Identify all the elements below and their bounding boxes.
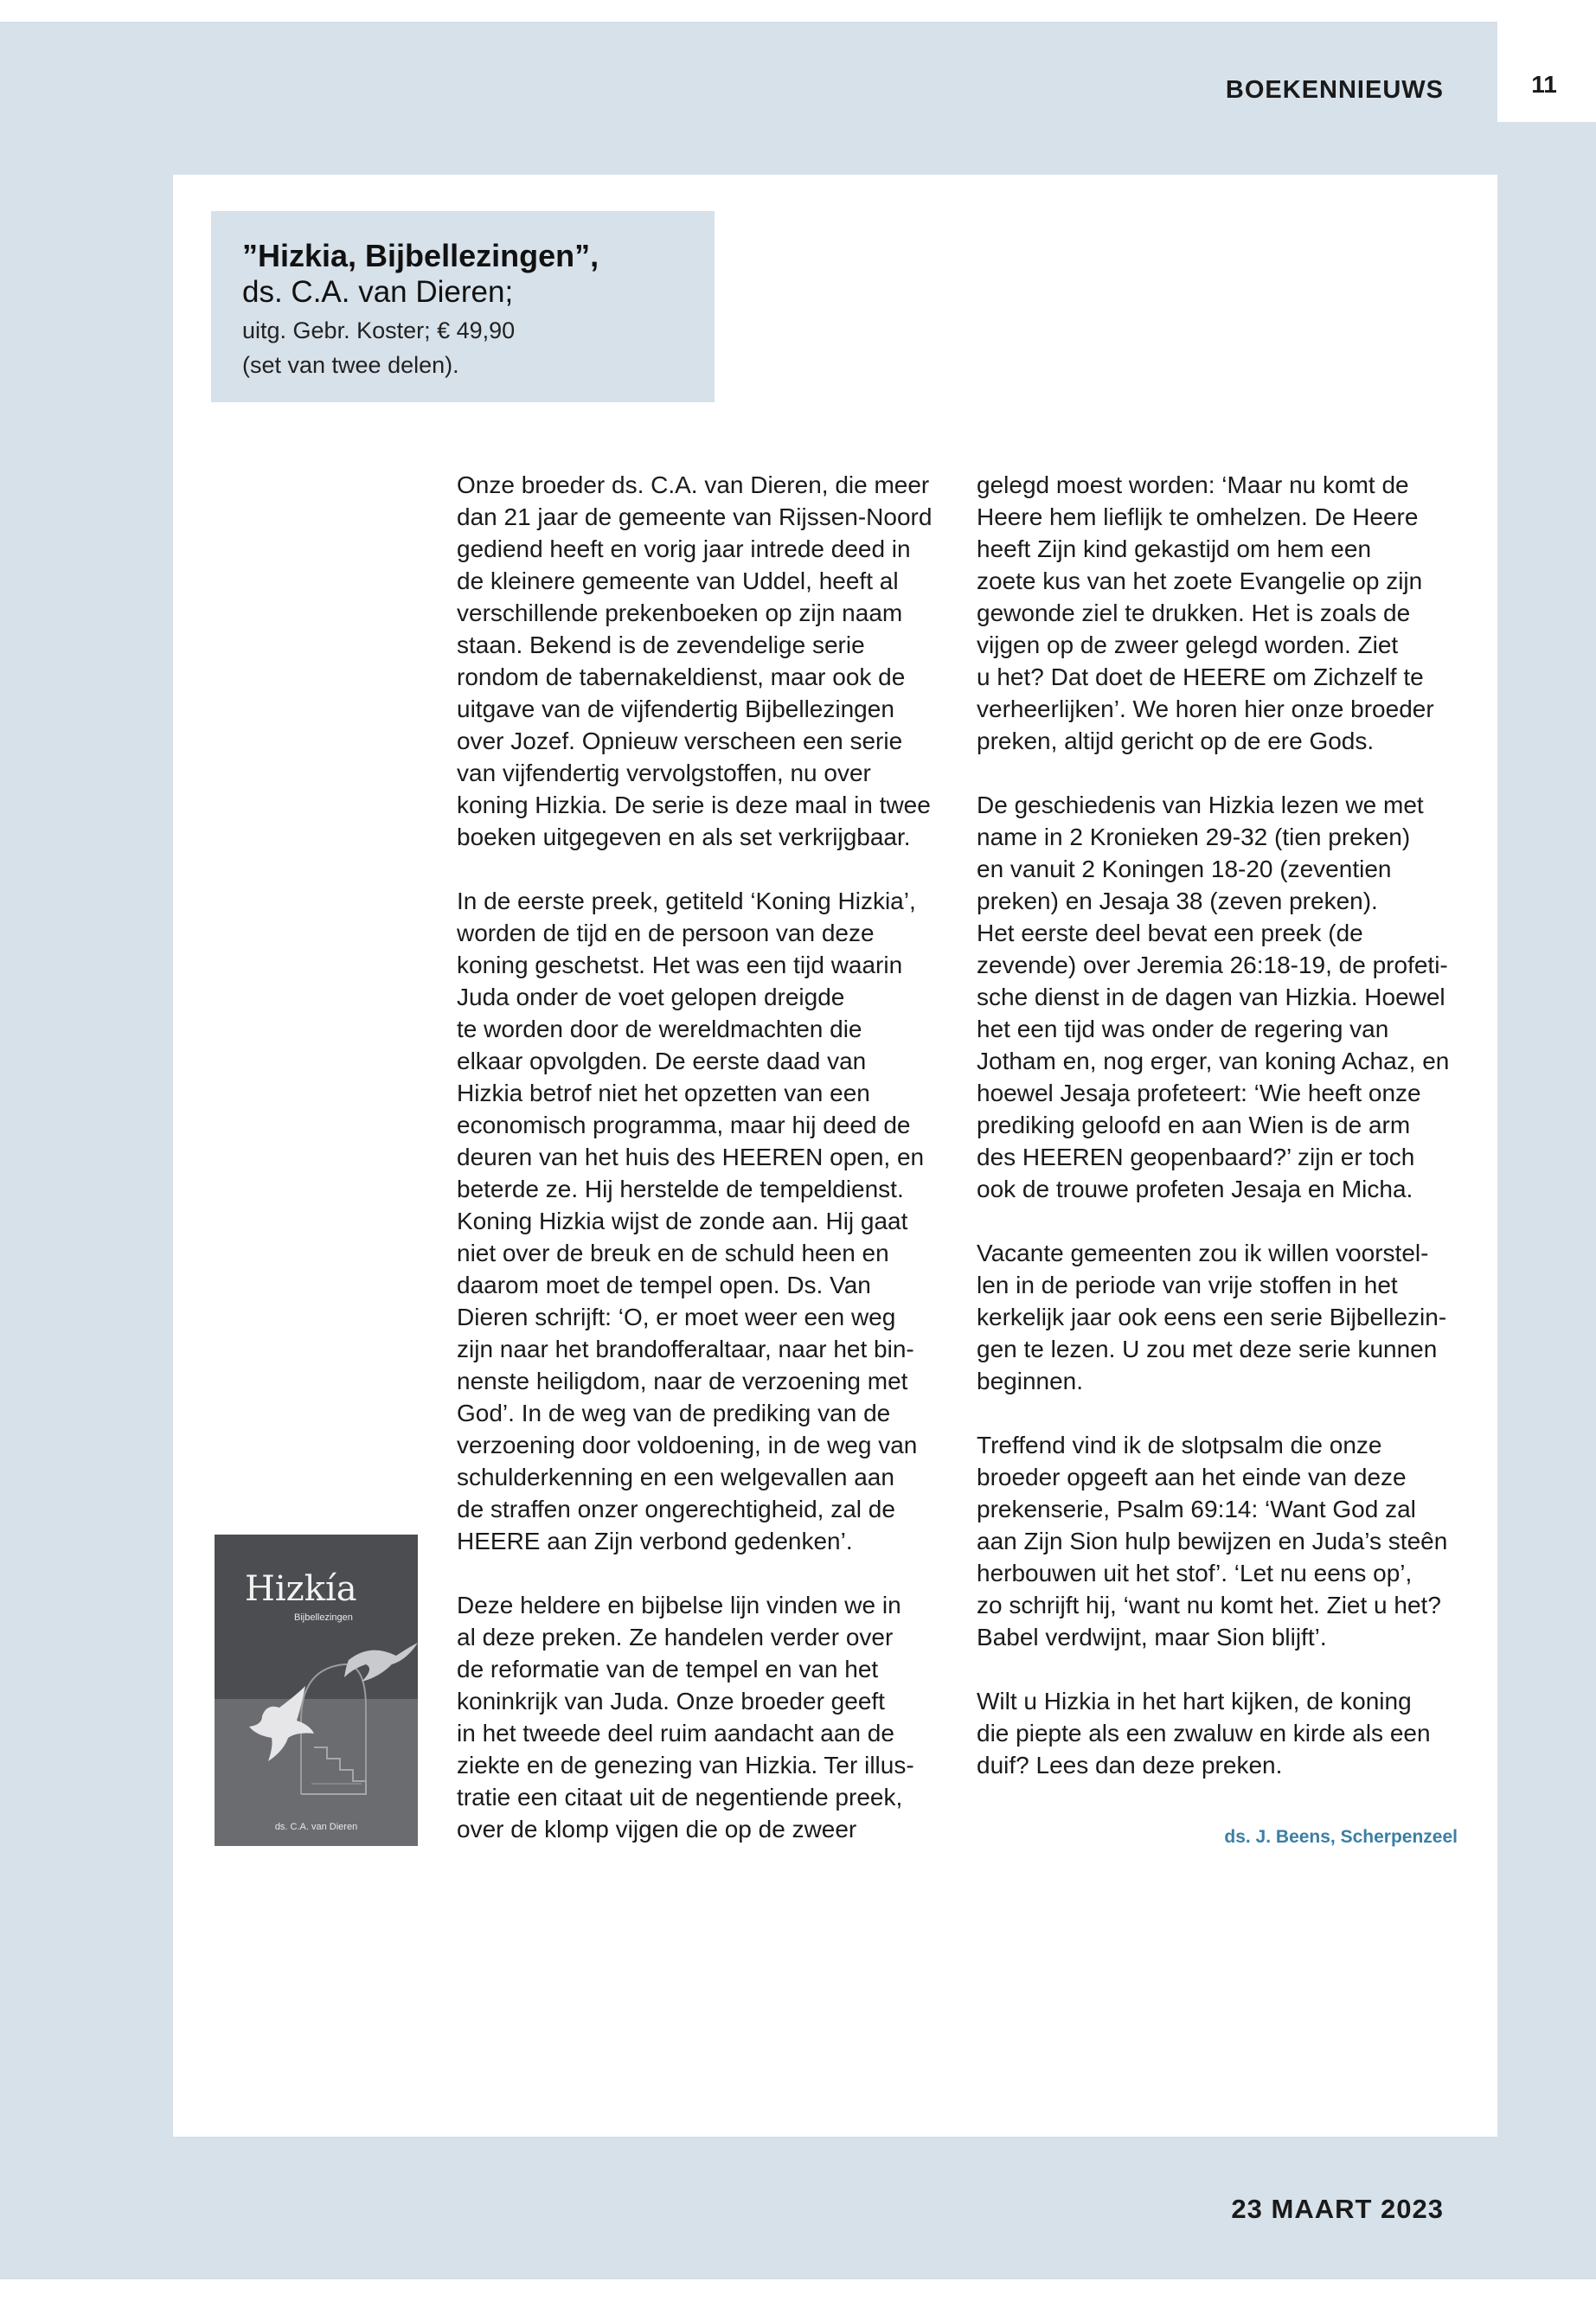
text-line: zevende) over Jeremia 26:18-19, de profeti- xyxy=(977,952,1448,978)
text-line: preken, altijd gericht op de ere Gods. xyxy=(977,727,1375,754)
text-line: Wilt u Hizkia in het hart kijken, de koning xyxy=(977,1688,1412,1715)
text-line: economisch programma, maar hij deed de xyxy=(457,1112,911,1138)
text-line: schulderkenning en een welgevallen aan xyxy=(457,1464,894,1490)
text-line: uitgave van de vijfendertig Bijbellezingen xyxy=(457,695,894,722)
text-line: heeft Zijn kind gekastijd om hem een xyxy=(977,535,1372,562)
paragraph-gap xyxy=(457,1557,941,1589)
issue-date: 23 MAART 2023 xyxy=(1231,2194,1444,2224)
text-line: u het? Dat doet de HEERE om Zichzelf te xyxy=(977,663,1424,690)
paragraph xyxy=(977,1685,1470,1781)
text-line: koninkrijk van Juda. Onze broeder geeft xyxy=(457,1688,885,1715)
text-line: gewonde ziel te drukken. Het is zoals de xyxy=(977,599,1411,626)
book-title: ”Hizkia, Bijbellezingen”, xyxy=(242,238,599,273)
paragraph xyxy=(457,885,941,1557)
paragraph xyxy=(457,1589,941,1845)
paragraph-gap xyxy=(977,1397,1470,1429)
article-column-right xyxy=(977,469,1470,1781)
paragraph xyxy=(977,469,1470,757)
text-line: staan. Bekend is de zevendelige serie xyxy=(457,631,865,658)
text-line: Koning Hizkia wijst de zonde aan. Hij gaat xyxy=(457,1208,908,1234)
text-line: Het eerste deel bevat een preek (de xyxy=(977,920,1363,946)
text-line: gelegd moest worden: ‘Maar nu komt de xyxy=(977,471,1409,498)
text-line: worden de tijd en de persoon van deze xyxy=(457,920,875,946)
text-line: verschillende prekenboeken op zijn naam xyxy=(457,599,903,626)
text-line: Onze broeder ds. C.A. van Dieren, die meer xyxy=(457,471,930,498)
book-author: ds. C.A. van Dieren; xyxy=(242,275,514,309)
text-line: gediend heeft en vorig jaar intrede deed in xyxy=(457,535,911,562)
text-line: Juda onder de voet gelopen dreigde xyxy=(457,984,845,1010)
text-line: van vijfendertig vervolgstoffen, nu over xyxy=(457,760,871,786)
article-byline: ds. J. Beens, Scherpenzeel xyxy=(1224,1827,1458,1847)
article-column-left xyxy=(457,469,941,1845)
text-line: niet over de breuk en de schuld heen en xyxy=(457,1240,889,1266)
text-line: sche dienst in de dagen van Hizkia. Hoewel xyxy=(977,984,1445,1010)
text-line: de straffen onzer ongerechtigheid, zal de xyxy=(457,1496,895,1522)
text-line: name in 2 Kronieken 29-32 (tien preken) xyxy=(977,824,1411,850)
text-line: verheerlijken’. We horen hier onze broeder xyxy=(977,695,1434,722)
bird-icon xyxy=(344,1643,418,1682)
text-line: zoete kus van het zoete Evangelie op zijn xyxy=(977,567,1423,594)
text-line: broeder opgeeft aan het einde van deze xyxy=(977,1464,1407,1490)
text-line: In de eerste preek, getiteld ‘Koning Hizkia’, xyxy=(457,888,916,914)
text-line: tratie een citaat uit de negentiende preek, xyxy=(457,1784,903,1811)
paragraph-gap xyxy=(977,1205,1470,1237)
text-line: elkaar opvolgden. De eerste daad van xyxy=(457,1048,867,1074)
text-line: de kleinere gemeente van Uddel, heeft al xyxy=(457,567,899,594)
text-line: herbouwen uit het stof’. ‘Let nu eens op’, xyxy=(977,1560,1413,1586)
text-line: prediking geloofd en aan Wien is de arm xyxy=(977,1112,1411,1138)
paragraph xyxy=(457,469,941,853)
cover-title: Hizkía xyxy=(245,1569,357,1609)
text-line: HEERE aan Zijn verbond gedenken’. xyxy=(457,1528,853,1554)
text-line: zijn naar het brandofferaltaar, naar het bin- xyxy=(457,1336,914,1362)
text-line: aan Zijn Sion hulp bewijzen en Juda’s steên xyxy=(977,1528,1448,1554)
text-line: zo schrijft hij, ‘want nu komt het. Ziet u het? xyxy=(977,1592,1441,1618)
text-line: Jotham en, nog erger, van koning Achaz, en xyxy=(977,1048,1450,1074)
text-line: Hizkia betrof niet het opzetten van een xyxy=(457,1080,870,1106)
text-line: De geschiedenis van Hizkia lezen we met xyxy=(977,792,1424,818)
text-line: vijgen op de zweer gelegd worden. Ziet xyxy=(977,631,1399,658)
text-line: die piepte als een zwaluw en kirde als een xyxy=(977,1720,1431,1747)
book-info-box xyxy=(211,211,715,402)
text-line: over de klomp vijgen die op de zweer xyxy=(457,1816,857,1843)
text-line: rondom de tabernakeldienst, maar ook de xyxy=(457,663,906,690)
text-line: al deze preken. Ze handelen verder over xyxy=(457,1624,894,1650)
text-line: beterde ze. Hij herstelde de tempeldienst. xyxy=(457,1176,904,1202)
text-line: het een tijd was onder de regering van xyxy=(977,1016,1389,1042)
text-line: Deze heldere en bijbelse lijn vinden we in xyxy=(457,1592,901,1618)
text-line: over Jozef. Opnieuw verscheen een serie xyxy=(457,727,903,754)
book-publisher: uitg. Gebr. Koster; € 49,90 xyxy=(242,317,516,343)
paragraph xyxy=(977,789,1470,1205)
text-line: Vacante gemeenten zou ik willen voorstel- xyxy=(977,1240,1429,1266)
text-line: verzoening door voldoening, in de weg van xyxy=(457,1432,918,1458)
paragraph-gap xyxy=(977,757,1470,789)
text-line: in het tweede deel ruim aandacht aan de xyxy=(457,1720,894,1747)
text-line: te worden door de wereldmachten die xyxy=(457,1016,862,1042)
text-line: Heere hem lieflijk te omhelzen. De Heere xyxy=(977,503,1419,530)
text-line: des HEEREN geopenbaard?’ zijn er toch xyxy=(977,1144,1415,1170)
text-line: ziekte en de genezing van Hizkia. Ter illus- xyxy=(457,1752,914,1779)
text-line: kerkelijk jaar ook eens een serie Bijbellezin- xyxy=(977,1304,1447,1330)
text-line: Babel verdwijnt, maar Sion blijft’. xyxy=(977,1624,1327,1650)
cover-subtitle: Bijbellezingen xyxy=(294,1612,353,1623)
text-line: God’. In de weg van de prediking van de xyxy=(457,1400,891,1426)
section-label: BOEKENNIEUWS xyxy=(1225,76,1444,104)
text-line: len in de periode van vrije stoffen in het xyxy=(977,1272,1398,1298)
text-line: boeken uitgegeven en als set verkrijgbaar. xyxy=(457,824,911,850)
paragraph-gap xyxy=(977,1653,1470,1685)
page-number: 11 xyxy=(1531,71,1557,98)
cover-author: ds. C.A. van Dieren xyxy=(274,1822,358,1832)
text-line: en vanuit 2 Koningen 18-20 (zeventien xyxy=(977,856,1392,882)
text-line: koning geschetst. Het was een tijd waarin xyxy=(457,952,903,978)
book-cover xyxy=(215,1535,418,1846)
text-line: nenste heiligdom, naar de verzoening met xyxy=(457,1368,908,1394)
text-line: prekenserie, Psalm 69:14: ‘Want God zal xyxy=(977,1496,1416,1522)
text-line: preken) en Jesaja 38 (zeven preken). xyxy=(977,888,1378,914)
text-line: daarom moet de tempel open. Ds. Van xyxy=(457,1272,871,1298)
text-line: beginnen. xyxy=(977,1368,1084,1394)
text-line: Dieren schrijft: ‘O, er moet weer een weg xyxy=(457,1304,896,1330)
text-line: gen te lezen. U zou met deze serie kunnen xyxy=(977,1336,1438,1362)
text-line: duif? Lees dan deze preken. xyxy=(977,1752,1283,1779)
paragraph-gap xyxy=(457,853,941,885)
text-line: dan 21 jaar de gemeente van Rijssen-Noord xyxy=(457,503,933,530)
book-note: (set van twee delen). xyxy=(242,352,459,378)
paragraph xyxy=(977,1429,1470,1653)
text-line: de reformatie van de tempel en van het xyxy=(457,1656,879,1682)
text-line: hoewel Jesaja profeteert: ‘Wie heeft onze xyxy=(977,1080,1421,1106)
paragraph xyxy=(977,1237,1470,1397)
text-line: koning Hizkia. De serie is deze maal in twee xyxy=(457,792,931,818)
text-line: ook de trouwe profeten Jesaja en Micha. xyxy=(977,1176,1413,1202)
text-line: deuren van het huis des HEEREN open, en xyxy=(457,1144,925,1170)
text-line: Treffend vind ik de slotpsalm die onze xyxy=(977,1432,1382,1458)
